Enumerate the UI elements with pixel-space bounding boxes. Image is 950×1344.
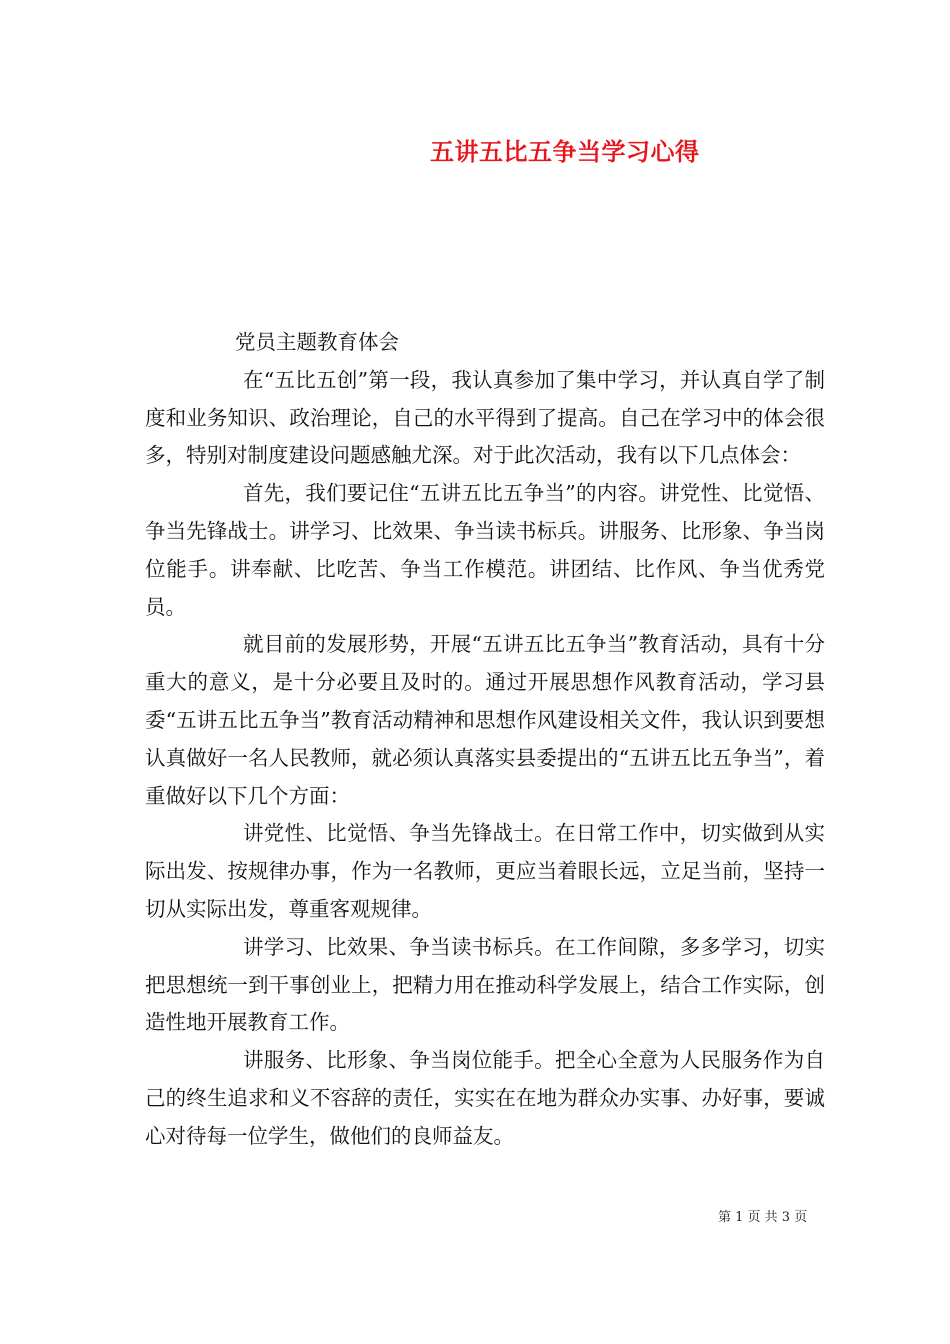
paragraph-significance: 就目前的发展形势，开展“五讲五比五争当”教育活动，具有十分重大的意义，是十分必要且及时的。通过开展思想作风教育活动，学习县委“五讲五比五争当”教育活动精神和思想作风建设相关文件，我认识到要想认真做好一名人民教师，就必须认真落实县委提出的“五讲五比五争当”，着重做好以下几个方面：	[145, 632, 825, 808]
paragraph-party-spirit: 讲党性、比觉悟、争当先锋战士。在日常工作中，切实做到从实际出发、按规律办事，作为一名教师，更应当着眼长远，立足当前，坚持一切从实际出发，尊重客观规律。	[145, 821, 825, 921]
page-number: 第 1 页 共 3 页	[718, 1210, 808, 1225]
paragraph-content: 首先，我们要记住“五讲五比五争当”的内容。讲党性、比觉悟、争当先锋战士。讲学习、比效果、争当读书标兵。讲服务、比形象、争当岗位能手。讲奉献、比吃苦、争当工作模范。讲团结、比作风、争当优秀党员。	[145, 481, 825, 619]
document-body	[145, 324, 825, 1156]
paragraph-intro: 在“五比五创”第一段，我认真参加了集中学习，并认真自学了制度和业务知识、政治理论，自己的水平得到了提高。自己在学习中的体会很多，特别对制度建设问题感触尤深。对于此次活动，我有以下几点体会：	[145, 367, 825, 468]
subheading: 党员主题教育体会	[235, 330, 399, 354]
document-title: 五讲五比五争当学习心得	[430, 137, 700, 166]
paragraph-study: 讲学习、比效果、争当读书标兵。在工作间隙，多多学习，切实把思想统一到干事创业上，把精力用在推动科学发展上，结合工作实际，创造性地开展教育工作。	[145, 934, 825, 1035]
paragraph-service: 讲服务、比形象、争当岗位能手。把全心全意为人民服务作为自己的终生追求和义不容辞的责任，实实在在地为群众办实事、办好事，要诚心对待每一位学生，做他们的良师益友。	[145, 1048, 825, 1148]
